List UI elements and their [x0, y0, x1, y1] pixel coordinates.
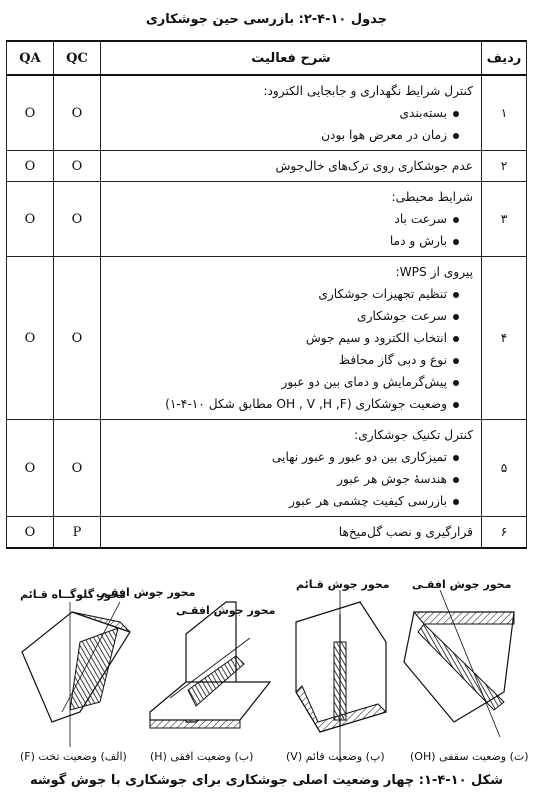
- table-caption: جدول ۱۰-۴-۲: بازرسی حین جوشکاری: [145, 12, 388, 27]
- table-row: [7, 75, 527, 151]
- row-qa-value: O: [7, 151, 54, 182]
- overhead-weld-axis-label: محور جوش افقـی: [412, 578, 512, 591]
- row-qa-value: O: [7, 517, 54, 549]
- row-number: ۵: [482, 420, 527, 517]
- row-description: [101, 517, 482, 549]
- list-item: وضعیت جوشکاری (OH , V ,H ,F مطابق شکل ۱۰-۴-۱): [109, 393, 459, 415]
- list-item: زمان در معرض هوا بودن: [109, 124, 459, 146]
- row-qa-value: O: [7, 257, 54, 420]
- list-item: سرعت جوشکاری: [109, 305, 459, 327]
- row-items-list: [109, 283, 473, 415]
- row-qa-value: O: [7, 182, 54, 257]
- row-qc-value: O: [54, 151, 101, 182]
- row-qc-value: O: [54, 257, 101, 420]
- row-qc-value: O: [54, 75, 101, 151]
- list-item: بسته‌بندی: [109, 102, 459, 124]
- row-title: پیروی از WPS:: [395, 265, 473, 279]
- table-row: [7, 151, 527, 182]
- table-body: [7, 75, 527, 548]
- horizontal-position-caption: (ب) وضعیت افقی (H): [150, 750, 254, 763]
- row-qa-value: O: [7, 75, 54, 151]
- table-row: [7, 517, 527, 549]
- overhead-position-caption: (ت) وضعیت سقفی (OH): [410, 750, 529, 763]
- vertical-position-caption: (پ) وضعیت قائم (V): [286, 750, 385, 763]
- row-description: [101, 75, 482, 151]
- row-description: [101, 257, 482, 420]
- welding-positions-figure: [0, 572, 533, 772]
- header-qa: QA: [7, 41, 54, 75]
- list-item: انتخاب الکترود و سیم جوش: [109, 327, 459, 349]
- row-qc-value: O: [54, 182, 101, 257]
- list-item: هندسهٔ جوش هر عبور: [109, 468, 459, 490]
- overhead-position-drawing: [404, 590, 514, 737]
- row-number: ۲: [482, 151, 527, 182]
- horizontal-weld-axis-label: محور جوش افقـی: [176, 604, 276, 617]
- row-number: ۴: [482, 257, 527, 420]
- flat-throat-axis-label: محور گلوگــاه قـائم: [20, 588, 126, 601]
- row-description: [101, 420, 482, 517]
- row-items-list: [109, 446, 473, 512]
- list-item: نوع و دبی گاز محافظ: [109, 349, 459, 371]
- flat-position-caption: (الف) وضعیت تخت (F): [20, 750, 127, 763]
- list-item: سرعت باد: [109, 208, 459, 230]
- row-qc-value: P: [54, 517, 101, 549]
- table-row: [7, 257, 527, 420]
- row-title: کنترل شرایط نگهداری و جابجایی الکترود:: [263, 84, 473, 98]
- list-item: تمیزکاری بین دو عبور و عبور نهایی: [109, 446, 459, 468]
- header-row-number: ردیف: [482, 41, 527, 75]
- header-qc: QC: [54, 41, 101, 75]
- row-items-list: [109, 208, 473, 252]
- vertical-weld-axis-label: محور جوش قـائم: [296, 578, 390, 591]
- flat-weld-axis-label: محور جوش افقـی: [96, 586, 196, 599]
- row-number: ۶: [482, 517, 527, 549]
- list-item: پیش‌گرمایش و دمای بین دو عبور: [109, 371, 459, 393]
- horizontal-position-drawing: [150, 602, 270, 728]
- row-number: ۱: [482, 75, 527, 151]
- welding-positions-drawing: [0, 572, 533, 772]
- row-description: [101, 151, 482, 182]
- row-qc-value: O: [54, 420, 101, 517]
- list-item: تنظیم تجهیزات جوشکاری: [109, 283, 459, 305]
- figure-title: شکل ۱۰-۴-۱: چهار وضعیت اصلی جوشکاری برای جوشکاری با جوش گوشه: [29, 773, 504, 788]
- inspection-table: [6, 40, 527, 549]
- row-title: شرایط محیطی:: [391, 190, 473, 204]
- vertical-position-drawing: [296, 590, 386, 762]
- header-description: شرح فعالیت: [101, 41, 482, 75]
- row-description: [101, 182, 482, 257]
- list-item: بارش و دما: [109, 230, 459, 252]
- row-number: ۳: [482, 182, 527, 257]
- table-row: [7, 182, 527, 257]
- row-items-list: [109, 102, 473, 146]
- list-item: بازرسی کیفیت چشمی هر عبور: [109, 490, 459, 512]
- table-row: [7, 420, 527, 517]
- flat-position-drawing: [22, 602, 130, 747]
- row-title: عدم جوشکاری روی ترک‌های خال‌جوش: [275, 159, 473, 173]
- row-title: قرارگیری و نصب گل‌میخ‌ها: [338, 525, 473, 539]
- row-qa-value: O: [7, 420, 54, 517]
- row-title: کنترل تکنیک جوشکاری:: [354, 428, 473, 442]
